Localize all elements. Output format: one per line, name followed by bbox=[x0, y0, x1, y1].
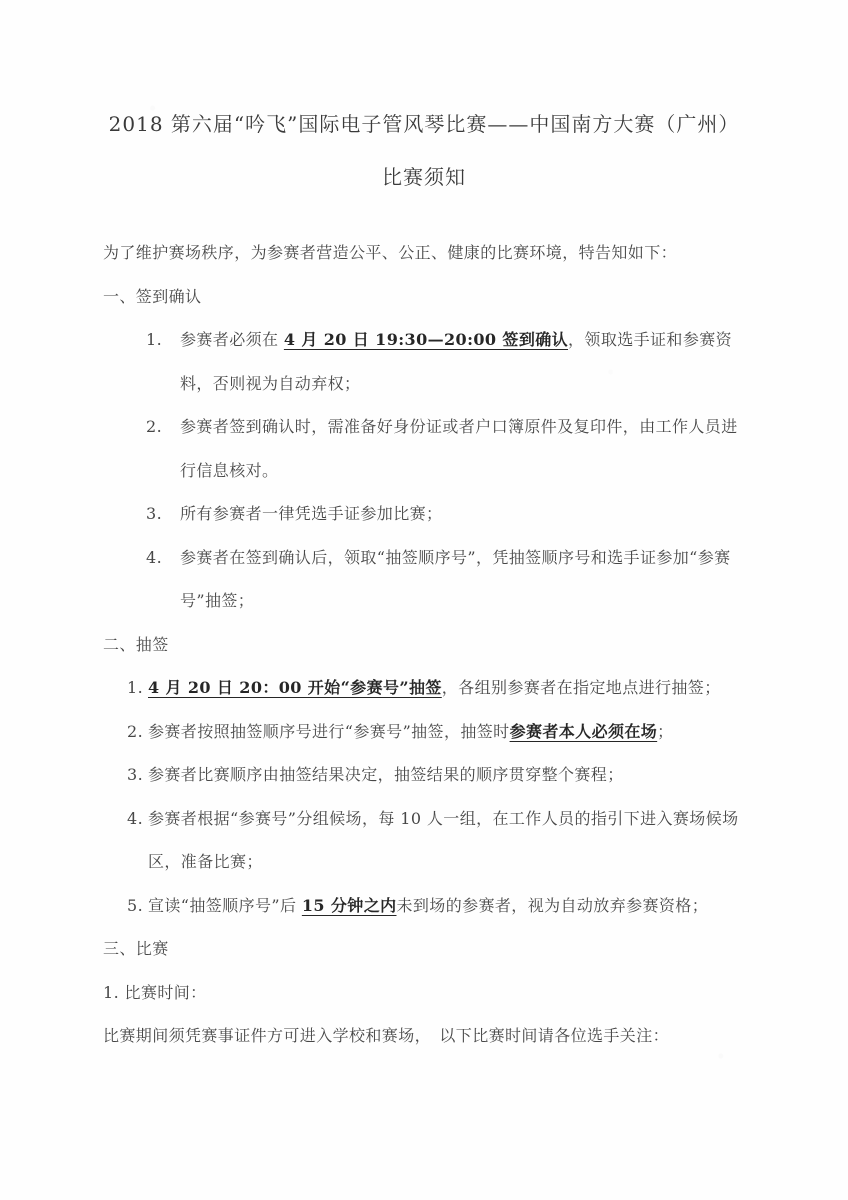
item-number: 5. bbox=[127, 895, 144, 915]
item-text-pre: 宣读“抽签顺序号”后 bbox=[148, 895, 302, 915]
intro-paragraph: 为了维护赛场秩序，为参赛者营造公平、公正、健康的比赛环境，特告知如下： bbox=[103, 243, 678, 262]
item-text-pre: 所有参赛者一律凭选手证参加比赛； bbox=[180, 504, 443, 523]
document-content bbox=[103, 0, 745, 1058]
item-text-post: 未到场的参赛者，视为自动放弃参赛资格； bbox=[396, 895, 709, 915]
item-number: 3. bbox=[146, 504, 163, 523]
item-text bbox=[180, 492, 745, 536]
item-text-pre: 参赛者签到确认时，需准备好身份证或者户口簿原件及复印件，由工作人员进行信息核对。 bbox=[180, 417, 738, 480]
item-number: 4. bbox=[127, 808, 144, 828]
item-text bbox=[180, 405, 745, 492]
document-title-line-1: 2018 第六届“吟飞”国际电子管风琴比赛——中国南方大赛（广州） bbox=[108, 112, 740, 136]
draw-item-5 bbox=[103, 884, 745, 928]
section-heading-checkin: 一、签到确认 bbox=[103, 286, 202, 306]
item-text-emphasis: 4 月 20 日 20：00 开始“参赛号”抽签 bbox=[148, 678, 442, 697]
checkin-list bbox=[103, 318, 745, 623]
section-heading-draw: 二、抽签 bbox=[103, 634, 169, 654]
document-title-line-2: 比赛须知 bbox=[382, 165, 466, 189]
item-number: 4. bbox=[146, 547, 163, 567]
item-text-pre: 参赛者在签到确认后，领取“抽签顺序号”，凭抽签顺序号和选手证参加“参赛号”抽签； bbox=[180, 547, 731, 610]
item-text bbox=[180, 318, 745, 405]
item-text-emphasis: 4 月 20 日 19:30—20:00 签到确认 bbox=[283, 330, 569, 349]
item-text bbox=[180, 536, 745, 623]
item-text-pre: 参赛者比赛顺序由抽签结果决定，抽签结果的顺序贯穿整个赛程； bbox=[148, 765, 624, 784]
item-number: 1. bbox=[127, 678, 144, 697]
checkin-item-2 bbox=[103, 405, 745, 492]
document-body bbox=[103, 231, 745, 1058]
draw-item-4 bbox=[103, 797, 745, 884]
item-text-emphasis: 参赛者本人必须在场 bbox=[509, 721, 658, 741]
item-text-post: ，各组别参赛者在指定地点进行抽签； bbox=[441, 678, 721, 697]
document-title bbox=[103, 98, 745, 204]
item-text bbox=[148, 710, 745, 754]
item-text-pre: 参赛者按照抽签顺序号进行“参赛号”抽签，抽签时 bbox=[148, 721, 510, 741]
item-number: 1. bbox=[146, 330, 163, 349]
item-text-post: ； bbox=[657, 721, 674, 741]
item-text-post: ，领取选手证和参赛资料，否则视为自动弃权； bbox=[180, 330, 733, 393]
item-text bbox=[148, 753, 745, 797]
item-text bbox=[148, 666, 745, 710]
item-text bbox=[148, 884, 745, 928]
item-text-pre: 参赛者必须在 bbox=[180, 330, 284, 349]
checkin-item-1 bbox=[103, 318, 745, 405]
item-text-pre: 参赛者根据“参赛号”分组候场，每 10 人一组，在工作人员的指引下进入赛场候场区，准备比赛； bbox=[148, 808, 739, 871]
item-text-emphasis: 15 分钟之内 bbox=[301, 895, 397, 915]
item-number: 2. bbox=[146, 417, 163, 436]
competition-entry-note: 比赛期间须凭赛事证件方可进入学校和赛场， 以下比赛时间请各位选手关注： bbox=[103, 1026, 670, 1045]
checkin-item-3 bbox=[103, 492, 745, 536]
draw-list bbox=[103, 666, 745, 927]
competition-time-label: 1. 比赛时间： bbox=[103, 982, 207, 1002]
draw-item-3 bbox=[103, 753, 745, 797]
item-number: 3. bbox=[127, 765, 144, 784]
item-number: 2. bbox=[127, 721, 144, 741]
draw-item-2 bbox=[103, 710, 745, 754]
item-text bbox=[148, 797, 745, 884]
draw-item-1 bbox=[103, 666, 745, 710]
section-heading-competition: 三、比赛 bbox=[103, 939, 169, 958]
checkin-item-4 bbox=[103, 536, 745, 623]
